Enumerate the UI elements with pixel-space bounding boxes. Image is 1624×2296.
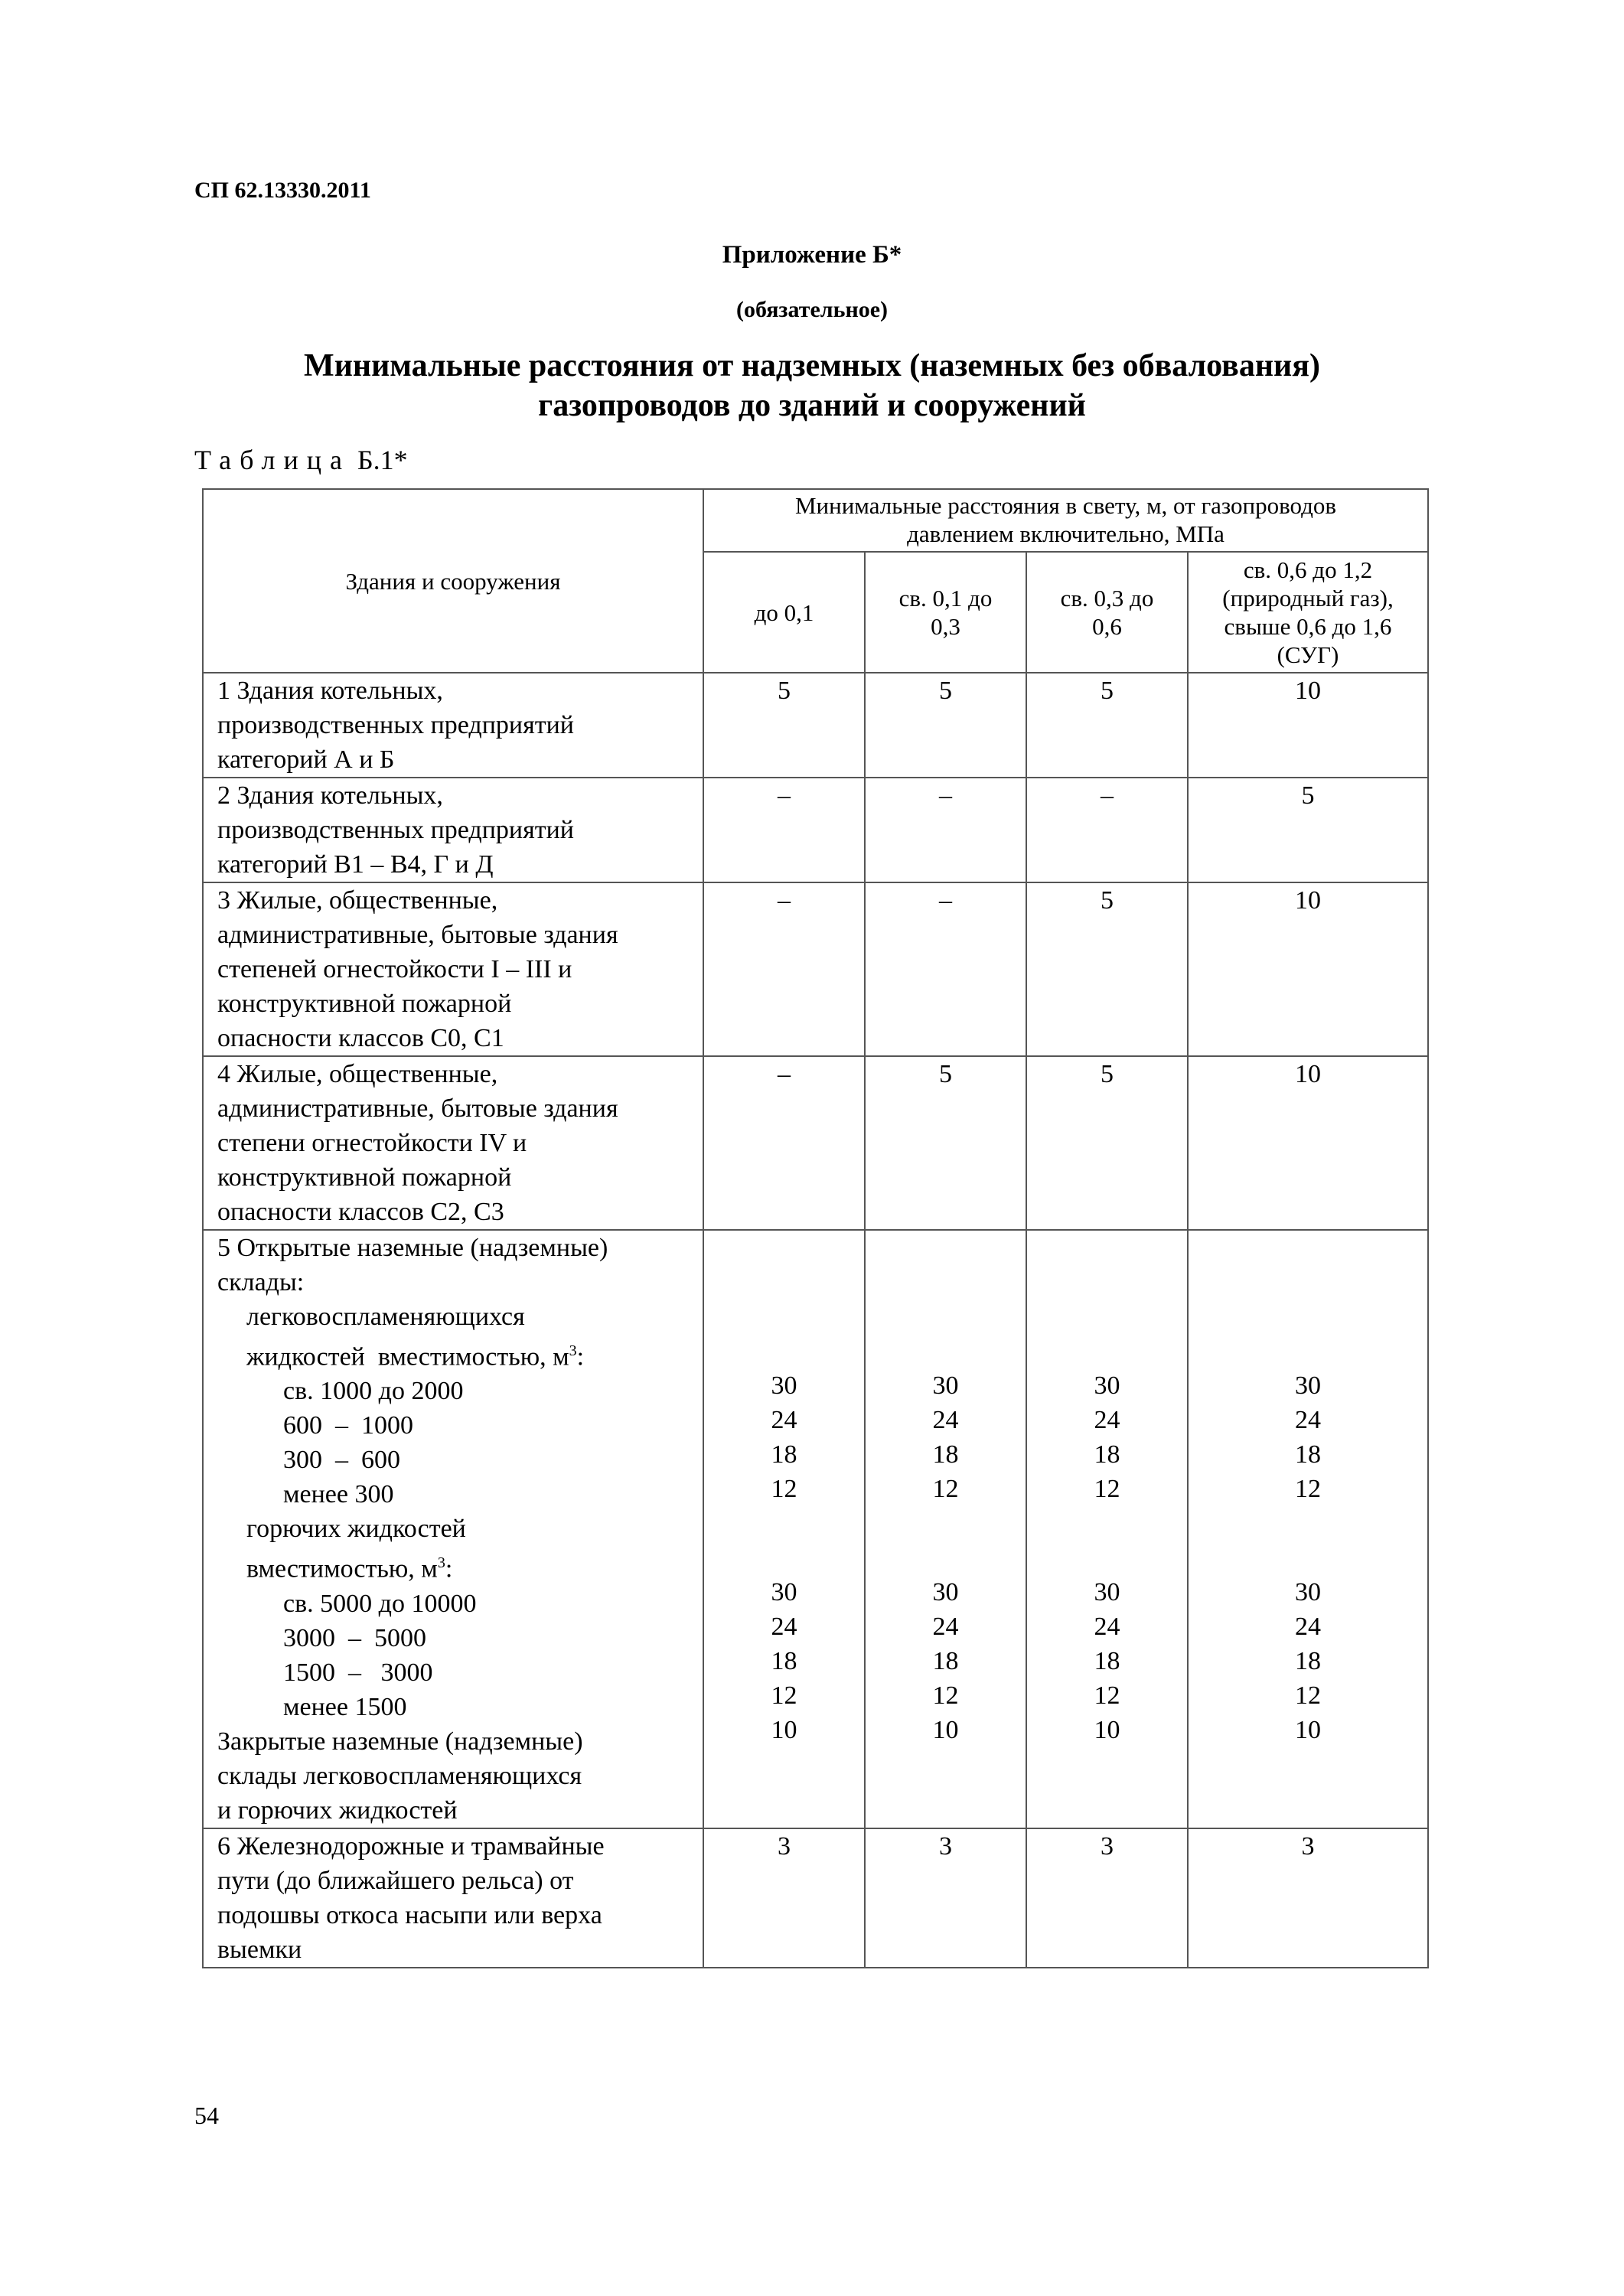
header-pressure-2-line-2: 0,3 — [931, 613, 960, 640]
row-5-c2-a1: 30 — [932, 1371, 959, 1400]
row-6-line-3: подошвы откоса насыпи или верха — [217, 1900, 602, 1929]
header-pressure-4-line-4: (СУГ) — [1277, 641, 1339, 668]
row-5-line-3: легковоспламеняющихся — [246, 1303, 525, 1331]
row-1-label — [203, 673, 703, 778]
row-4-label — [203, 1056, 703, 1230]
row-1-line-2: производственных предприятий — [217, 711, 575, 739]
row-3-label — [203, 882, 703, 1056]
row-5-item-b1: св. 5000 до 10000 — [283, 1589, 477, 1618]
page-title — [0, 346, 1624, 426]
row-5-line-1: 5 Открытые наземные (надземные) — [217, 1234, 608, 1262]
appendix-title: Приложение Б* — [722, 241, 902, 269]
row-5-item-b4: менее 1500 — [283, 1692, 407, 1721]
row-3-line-4: конструктивной пожарной — [217, 990, 512, 1018]
row-5-closed-line-1: Закрытые наземные (надземные) — [217, 1727, 583, 1756]
header-pressure-4 — [1188, 552, 1428, 673]
row-5-item-a2: 600 – 1000 — [283, 1411, 413, 1440]
row-4-line-3: степени огнестойкости IV и — [217, 1129, 527, 1157]
row-4-value-4: 10 — [1188, 1056, 1428, 1230]
row-4-value-1: – — [703, 1056, 865, 1230]
table-row — [203, 1828, 1428, 1968]
page-number: 54 — [194, 2102, 219, 2129]
row-5-c4-a4: 12 — [1295, 1475, 1321, 1503]
row-6-value-2: 3 — [865, 1828, 1026, 1968]
header-pressure-3 — [1026, 552, 1188, 673]
row-5-c2-a3: 18 — [932, 1440, 959, 1469]
row-6-label — [203, 1828, 703, 1968]
row-5-c4-a3: 18 — [1295, 1440, 1321, 1469]
row-6-value-4: 3 — [1188, 1828, 1428, 1968]
row-5-c2-b1: 30 — [932, 1578, 959, 1606]
row-5-group-g2-sup: 3 — [437, 1554, 445, 1572]
table-row — [203, 673, 1428, 778]
row-5-c3-a1: 30 — [1094, 1371, 1120, 1400]
row-5-values-col-2 — [865, 1230, 1026, 1828]
row-1-line-3: категорий А и Б — [217, 745, 395, 774]
row-1-value-3: 5 — [1026, 673, 1188, 778]
row-5-closed-line-3: и горючих жидкостей — [217, 1795, 458, 1825]
row-5-item-a3: 300 – 600 — [283, 1446, 400, 1475]
row-5-c3-a4: 12 — [1094, 1475, 1120, 1503]
row-2-label — [203, 778, 703, 882]
row-5-values-col-1 — [703, 1230, 865, 1828]
row-5-c3-b3: 18 — [1094, 1647, 1120, 1675]
row-5-item-a4: менее 300 — [283, 1480, 394, 1509]
row-5-c1-b4: 12 — [771, 1681, 797, 1710]
table-label — [194, 444, 408, 476]
row-5-line-2: склады: — [217, 1268, 305, 1296]
row-6-line-4: выемки — [217, 1935, 302, 1964]
row-3-value-3: 5 — [1026, 882, 1188, 1056]
row-5-group-g2 — [217, 1546, 693, 1586]
row-5-values-col-4 — [1188, 1230, 1428, 1828]
table-label-word: Таблица — [194, 445, 351, 475]
distance-table — [202, 488, 1429, 1968]
row-1-value-4: 10 — [1188, 673, 1428, 778]
header-pressure-1: до 0,1 — [703, 552, 865, 673]
row-5-c2-a2: 24 — [932, 1406, 959, 1434]
row-5-c2-b3: 18 — [932, 1647, 959, 1675]
row-5-label — [203, 1230, 703, 1828]
row-5-group-g1: горючих жидкостей — [246, 1515, 466, 1544]
title-line-1: Минимальные расстояния от надземных (наземных без обвалования) — [304, 348, 1320, 383]
row-5-c4-a1: 30 — [1295, 1371, 1321, 1400]
row-5-group-g2-text: вместимостью, м — [246, 1554, 438, 1583]
row-3-line-5: опасности классов С0, С1 — [217, 1024, 504, 1052]
row-5-c1-b2: 24 — [771, 1613, 797, 1641]
row-5-closed-line-2: склады легковоспламеняющихся — [217, 1761, 582, 1790]
header-pressure-3-line-2: 0,6 — [1092, 613, 1122, 640]
header-pressure-2 — [865, 552, 1026, 673]
row-1-value-2: 5 — [865, 673, 1026, 778]
row-4-line-1: 4 Жилые, общественные, — [217, 1060, 498, 1088]
row-5-c1-b3: 18 — [771, 1647, 797, 1675]
row-5-c1-a1: 30 — [771, 1371, 797, 1400]
row-5-line-4-end: : — [576, 1342, 585, 1371]
row-5-c2-a4: 12 — [932, 1475, 959, 1503]
header-distance-group — [703, 489, 1428, 552]
row-6-line-2: пути (до ближайшего рельса) от — [217, 1866, 574, 1895]
row-6-value-3: 3 — [1026, 1828, 1188, 1968]
row-2-line-3: категорий В1 – В4, Г и Д — [217, 850, 494, 879]
table-header-row — [203, 489, 1428, 552]
row-3-value-4: 10 — [1188, 882, 1428, 1056]
row-5-values-col-3 — [1026, 1230, 1188, 1828]
row-2-value-2: – — [865, 778, 1026, 882]
header-buildings: Здания и сооружения — [203, 489, 703, 673]
row-5-line-4-text: жидкостей вместимостью, м — [246, 1342, 569, 1371]
row-5-line-4 — [217, 1334, 693, 1374]
row-5-c4-b5: 10 — [1295, 1716, 1321, 1744]
header-pressure-2-line-1: св. 0,1 до — [898, 585, 993, 612]
row-3-value-2: – — [865, 882, 1026, 1056]
row-5-group-g2-end: : — [445, 1554, 453, 1583]
row-5-c3-b4: 12 — [1094, 1681, 1120, 1710]
row-4-line-4: конструктивной пожарной — [217, 1163, 512, 1192]
row-2-line-1: 2 Здания котельных, — [217, 781, 443, 810]
table-row — [203, 882, 1428, 1056]
row-5-line-4-sup: 3 — [569, 1342, 577, 1359]
row-2-line-2: производственных предприятий — [217, 816, 575, 844]
row-5-item-b2: 3000 – 5000 — [283, 1623, 426, 1652]
row-3-line-3: степеней огнестойкости I – III и — [217, 955, 572, 983]
row-4-line-2: административные, бытовые здания — [217, 1094, 618, 1123]
row-5-c4-b4: 12 — [1295, 1681, 1321, 1710]
table-label-number: Б.1* — [357, 445, 408, 475]
row-1-line-1: 1 Здания котельных, — [217, 677, 443, 705]
table-row — [203, 778, 1428, 882]
header-pressure-4-line-2: (природный газ), — [1222, 585, 1394, 612]
row-5-c2-b4: 12 — [932, 1681, 959, 1710]
header-pressure-4-line-3: свыше 0,6 до 1,6 — [1224, 613, 1392, 640]
document-code: СП 62.13330.2011 — [194, 178, 371, 203]
header-group-line-1: Минимальные расстояния в свету, м, от газопроводов — [794, 492, 1337, 519]
row-5-c3-b2: 24 — [1094, 1613, 1120, 1641]
row-3-line-1: 3 Жилые, общественные, — [217, 886, 498, 915]
row-4-value-2: 5 — [865, 1056, 1026, 1230]
row-5-c4-b2: 24 — [1295, 1613, 1321, 1641]
title-line-2: газопроводов до зданий и сооружений — [538, 388, 1086, 423]
row-5-c1-b5: 10 — [771, 1716, 797, 1744]
row-5-c3-a2: 24 — [1094, 1406, 1120, 1434]
row-2-value-4: 5 — [1188, 778, 1428, 882]
row-3-value-1: – — [703, 882, 865, 1056]
appendix-status: (обязательное) — [735, 297, 889, 322]
row-5-c4-a2: 24 — [1295, 1406, 1321, 1434]
header-group-line-2: давлением включительно, МПа — [907, 520, 1225, 547]
row-5-c1-a2: 24 — [771, 1406, 797, 1434]
row-5-c2-b5: 10 — [932, 1716, 959, 1744]
row-5-c3-b1: 30 — [1094, 1578, 1120, 1606]
row-4-line-5: опасности классов С2, С3 — [217, 1198, 504, 1226]
row-6-line-1: 6 Железнодорожные и трамвайные — [217, 1831, 605, 1861]
row-3-line-2: административные, бытовые здания — [217, 921, 618, 949]
header-pressure-3-line-1: св. 0,3 до — [1060, 585, 1154, 612]
row-2-value-1: – — [703, 778, 865, 882]
row-5-c4-b3: 18 — [1295, 1647, 1321, 1675]
row-5-c2-b2: 24 — [932, 1613, 959, 1641]
table-row — [203, 1056, 1428, 1230]
row-1-value-1: 5 — [703, 673, 865, 778]
table-row — [203, 1230, 1428, 1828]
row-5-item-a1: св. 1000 до 2000 — [283, 1377, 464, 1406]
row-5-c3-b5: 10 — [1094, 1716, 1120, 1744]
row-2-value-3: – — [1026, 778, 1188, 882]
row-5-c4-b1: 30 — [1295, 1578, 1321, 1606]
row-5-c3-a3: 18 — [1094, 1440, 1120, 1469]
row-5-c1-a4: 12 — [771, 1475, 797, 1503]
row-5-c1-b1: 30 — [771, 1578, 797, 1606]
row-4-value-3: 5 — [1026, 1056, 1188, 1230]
row-5-c1-a3: 18 — [771, 1440, 797, 1469]
row-6-value-1: 3 — [703, 1828, 865, 1968]
row-5-item-b3: 1500 – 3000 — [283, 1658, 433, 1687]
header-pressure-4-line-1: св. 0,6 до 1,2 — [1243, 556, 1373, 583]
